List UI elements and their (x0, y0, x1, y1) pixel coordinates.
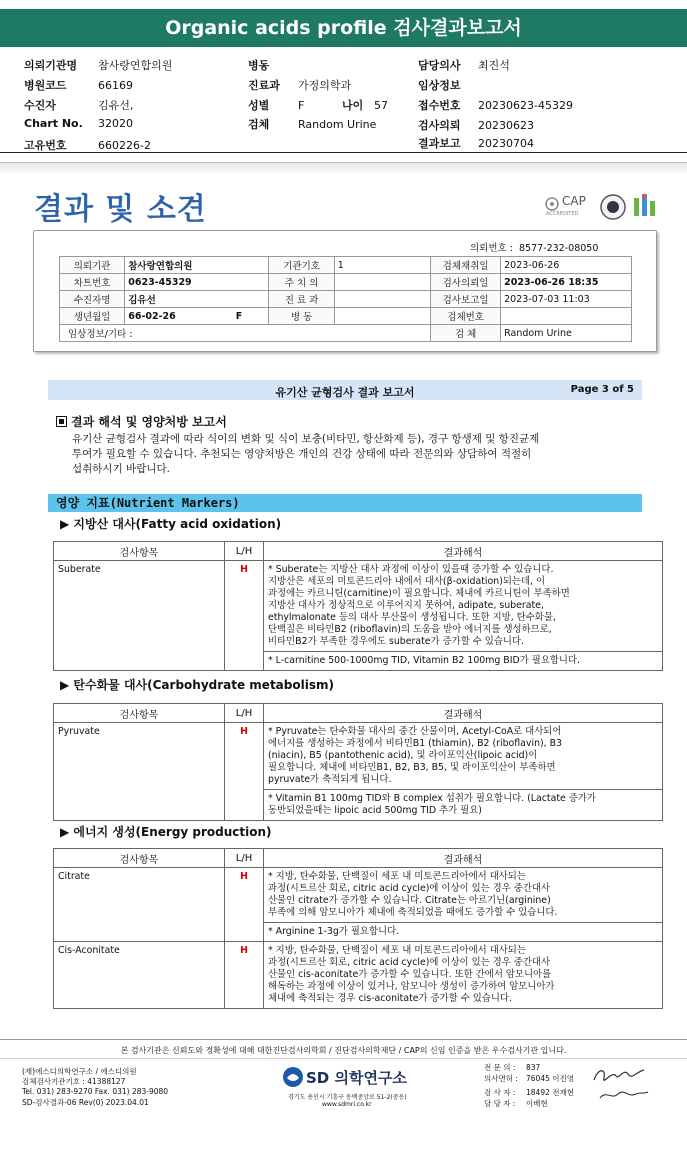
header-field (248, 116, 376, 132)
footer-divider (0, 1039, 687, 1040)
header-divider (0, 152, 687, 153)
header-field (418, 77, 478, 93)
recommendation-line: * Arginine 1-3g가 필요합니다. (268, 926, 400, 937)
sd-url: www.sdmri.co.kr (322, 1101, 372, 1108)
marker-flag-text: H (240, 871, 248, 882)
patient-field-value (125, 257, 269, 274)
marker-name (54, 868, 225, 942)
patient-field-label (269, 257, 334, 274)
patient-field-label (431, 308, 501, 325)
patient-row (60, 257, 632, 274)
header-lh (225, 704, 264, 723)
marker-section-title-text: ▶ 에너지 생성(Energy production) (60, 825, 272, 839)
patient-field-label (60, 291, 125, 308)
interpretation-line: 해독하는 과정에 이상이 있거나, 암모니아 생성이 증가하여 암모니아가 (268, 981, 555, 992)
patient-cell-text: 검사의뢰일 (442, 278, 489, 289)
interpretation-line: (niacin), B5 (pantothenic acid), 및 라이포익산(lipoic acid)이 (268, 750, 538, 761)
report-banner-title: Organic acids profile 검사결과보고서 (0, 9, 687, 47)
patient-cell-text: 0623-45329 (128, 276, 192, 288)
header-text: L/H (235, 852, 253, 864)
header-field-value: 32020 (98, 117, 133, 130)
marker-interpretation (264, 868, 663, 923)
interpretation-line: * 지방, 탄수화물, 단백질이 세포 내 미토콘드리아에서 대사되는 (268, 945, 526, 956)
patient-field-label (431, 325, 501, 342)
interpretation-line: ethylmalonate 등의 대사 부산물이 생성됩니다. 또한 지방, 탄수화물, (268, 612, 556, 623)
header-field-label: Chart No. (24, 117, 83, 130)
marker-table (53, 541, 663, 671)
header-field (248, 77, 351, 93)
interpretation-line: 과정(시트르산 회로, citric acid cycle)에 이상이 있는 경우 중간대사 (268, 957, 550, 968)
patient-field-label (269, 308, 334, 325)
staff-value: 18492 전재현 (526, 1088, 574, 1097)
interpretation-line: pyruvate가 축적되게 됩니다. (268, 774, 392, 785)
marker-name (54, 723, 225, 821)
sd-brand-name: SD 의학연구소 (306, 1069, 407, 1087)
header-field-label: 진료과 (248, 79, 280, 92)
table-row (54, 942, 663, 1009)
marker-flag (225, 942, 264, 1009)
header-field-label: 의뢰기관명 (24, 59, 78, 72)
header-field (418, 57, 510, 73)
patient-field-label (431, 291, 501, 308)
patient-field-label (60, 274, 125, 291)
square-bullet-icon (56, 416, 67, 427)
patient-row (60, 291, 632, 308)
marker-section-title (60, 676, 334, 693)
patient-field-label (269, 274, 334, 291)
staff-line (484, 1098, 574, 1109)
patient-cell-text: 66-02-26 (128, 310, 176, 322)
patient-field-value (501, 257, 632, 274)
patient-field-label (431, 257, 501, 274)
patient-field-value (501, 325, 632, 342)
marker-table-header (54, 542, 663, 561)
header-field-value: 가정의학과 (298, 79, 352, 92)
staff-value: 이배현 (526, 1099, 548, 1108)
header-field (418, 117, 534, 133)
result-title: 결과 및 소견 (34, 192, 207, 227)
header-field-value: 참사랑연합의원 (98, 59, 173, 72)
interpretation-line: 에너지를 생성하는 과정에서 비타민B1 (thiamin), B2 (riboflavin), B3 (268, 738, 563, 749)
header-field-value: 20230623 (478, 119, 534, 132)
patient-cell-text: 의뢰기관 (73, 261, 111, 272)
header-field-value: 20230623-45329 (478, 99, 573, 112)
clinical-info-label: 임상정보/기타 : (68, 329, 133, 340)
sd-logo-icon (282, 1066, 304, 1088)
patient-cell-text: 검체번호 (447, 312, 484, 323)
interpretation-line: * Suberate는 지방산 대사 과정에 이상이 있을때 증가할 수 있습니다. (268, 564, 554, 575)
header-text: L/H (235, 707, 253, 719)
header-field-value: Random Urine (298, 118, 377, 131)
marker-interpretation (264, 723, 663, 790)
marker-recommendation (264, 923, 663, 942)
patient-field-value (334, 291, 430, 308)
staff-line (484, 1062, 574, 1073)
patient-field-value (334, 274, 430, 291)
marker-name-text: Suberate (58, 564, 101, 575)
footer-line: Tel. 031) 283-9270 Fax. 031) 283-9080 (22, 1087, 169, 1096)
patient-cell-text: 검사보고일 (442, 295, 489, 306)
patient-field-value (501, 308, 632, 325)
interpretation-text (72, 432, 612, 477)
interpretation-line: 과정에는 카르니틴(carnitine)이 필요합니다. 체내에 카르니틴이 부족하면 (268, 588, 570, 599)
marker-table-header (54, 704, 663, 723)
staff-line (484, 1073, 574, 1084)
header-field-value: 김유선, (98, 99, 134, 112)
patient-cell-text: 병 동 (290, 312, 313, 323)
header-field-label: 수진자 (24, 99, 56, 112)
footer-lab-info (22, 1067, 168, 1108)
request-number-label: 의뢰번호 : (470, 243, 513, 254)
clinical-info (60, 325, 431, 342)
marker-recommendation (264, 790, 663, 821)
header-field-value: 660226-2 (98, 139, 151, 152)
nutrient-markers-title: 영양 지표(Nutrient Markers) (56, 496, 240, 510)
patient-field-value (334, 257, 430, 274)
header-interp (264, 542, 663, 561)
interpretation-line: 산물인 cis-aconitate가 증가할 수 있습니다. 또한 간에서 암모니아를 (268, 969, 552, 980)
marker-recommendation (264, 652, 663, 671)
patient-cell-text: 검 체 (454, 329, 477, 340)
marker-section-title (60, 515, 281, 532)
patient-cell-text: 수진자명 (73, 295, 111, 306)
footer-divider-2 (0, 1058, 687, 1059)
interpretation-line: 지방산은 세포의 미토콘드리아 내에서 대사(β-oxidation)되는데, 이 (268, 576, 546, 587)
header-text: L/H (235, 545, 253, 557)
patient-table (59, 256, 632, 342)
cap-logo (544, 192, 594, 222)
cap-logo-text: CAP (562, 194, 586, 208)
header-field (24, 97, 133, 113)
recommendation-line: * L-carnitine 500-1000mg TID, Vitamin B2 100mg BID가 필요합니다. (268, 655, 581, 666)
header-field-value: 57 (374, 99, 388, 112)
quality-logo (632, 192, 658, 222)
footer-accreditation-note: 본 검사기관은 신뢰도와 정확성에 대해 대한진단검사의학회 / 진단검사의학재단 / CAP의 신임 인증을 받은 우수검사기관 입니다. (120, 1046, 567, 1055)
header-field (248, 57, 298, 73)
header-lh (225, 849, 264, 868)
header-field (24, 57, 172, 73)
interpretation-line: * Pyruvate는 탄수화물 대사의 중간 산물이며, Acetyl-CoA로 대사되어 (268, 726, 562, 737)
header-field-label: 접수번호 (418, 99, 461, 112)
staff-label: 검 사 자 : (484, 1088, 516, 1097)
footer-staff (484, 1062, 574, 1109)
header-field-label: 결과보고 (418, 137, 461, 150)
marker-name (54, 942, 225, 1009)
interpretation-heading-text: 결과 해석 및 영양처방 보고서 (71, 415, 227, 429)
marker-flag-text: H (240, 726, 248, 737)
interpretation-line: 지방산 대사가 정상적으로 이루어지지 못하여, adipate, suberate, (268, 600, 544, 611)
header-field (248, 97, 304, 113)
header-field-label: 검사의뢰 (418, 119, 461, 132)
marker-interpretation (264, 561, 663, 652)
patient-info-box (33, 230, 657, 352)
header-field-label: 성별 (248, 99, 270, 112)
recommendation-line: 동반되었을때는 lipoic acid 500mg TID 추가 필요) (268, 805, 482, 816)
page-indicator: Page 3 of 5 (570, 384, 634, 395)
staff-label: 전 문 의 : (484, 1063, 516, 1072)
interpretation-line: 필요합니다. 체내에 비타민B1, B2, B3, B5, 및 라이포익산이 부족하면 (268, 762, 556, 773)
request-number (470, 240, 598, 254)
signature-image (588, 1058, 652, 1106)
interpretation-line: 비타민B2가 부족한 경우에도 suberate가 증가할 수 있습니다. (268, 636, 524, 647)
header-field-value: F (298, 99, 305, 112)
header-text: 검사항목 (119, 547, 159, 559)
request-number-value: 8577-232-08050 (518, 243, 599, 254)
marker-flag (225, 868, 264, 942)
patient-cell-text: 2023-06-26 (504, 259, 560, 271)
patient-cell-text: 검체채취일 (442, 261, 489, 272)
interpretation-line: 과정(시트르산 회로, citric acid cycle)에 이상이 있는 경우 중간대사 (268, 883, 550, 894)
header-item (54, 704, 225, 723)
cap-logo-subtext: ACCREDITED (546, 211, 579, 217)
interpretation-heading (56, 413, 227, 430)
interpretation-line: 산물인 citrate가 증가할 수 있습니다. Citrate는 아르기닌(arginine) (268, 895, 551, 906)
header-field-value: 66169 (98, 79, 133, 92)
patient-field-value (125, 308, 269, 325)
header-text: 결과해석 (443, 709, 483, 721)
marker-name-text: Citrate (58, 871, 90, 882)
marker-section-title (60, 823, 272, 840)
interpretation-line: 투여가 필요할 수 있습니다. 추천되는 영양처방은 개인의 건강 상태에 따라 전문의와 상담하여 적절히 (72, 448, 532, 460)
header-field (418, 97, 573, 113)
marker-flag (225, 723, 264, 821)
recommendation-line: * Vitamin B1 100mg TID와 B complex 섭취가 필요합니다. (Lactate 증가가 (268, 793, 596, 804)
report-subtitle-bar (48, 380, 642, 400)
quality-mark-icon (632, 192, 658, 222)
header-field (24, 117, 133, 130)
patient-cell-text: Random Urine (504, 327, 572, 339)
table-row (54, 561, 663, 652)
header-field (418, 135, 534, 151)
header-item (54, 542, 225, 561)
patient-field-value (501, 274, 632, 291)
patient-cell-text: 1 (337, 259, 344, 271)
header-field (24, 77, 133, 93)
interpretation-line: 단백질은 비타민B2 (riboflavin)의 도움을 받아 에너지를 생성하므로, (268, 624, 552, 635)
marker-flag (225, 561, 264, 671)
header-age (342, 97, 388, 113)
patient-cell-text: 2023-06-26 18:35 (504, 276, 599, 288)
header-field-label: 검체 (248, 118, 270, 131)
patient-row (60, 308, 632, 325)
footer-line: (재)에스디의학연구소 / 에스디의원 (22, 1067, 137, 1076)
header-text: 검사항목 (119, 709, 159, 721)
patient-field-label (269, 291, 334, 308)
patient-cell-text: 생년월일 (73, 312, 111, 323)
header-text: 결과해석 (443, 547, 483, 559)
marker-name-text: Pyruvate (58, 726, 100, 737)
staff-label: 의사면허 : (484, 1074, 518, 1083)
interpretation-line: 유기산 균형검사 결과에 따라 식이의 변화 및 식이 보충(비타민, 항산화제 등), 경구 항생제 및 항진균제 (72, 433, 540, 445)
interpretation-line: 체내에 축적되는 경우 cis-aconitate가 증가할 수 있습니다. (268, 993, 512, 1004)
marker-table (53, 703, 663, 821)
header-field-label: 나이 (342, 99, 364, 112)
nutrient-markers-heading (48, 494, 642, 512)
patient-field-value (501, 291, 632, 308)
header-field-label: 담당의사 (418, 59, 461, 72)
marker-flag-text: H (240, 945, 248, 956)
seal-logo (600, 192, 626, 222)
patient-cell-text: 김유선 (128, 295, 156, 306)
interpretation-line: * 지방, 탄수화물, 단백질이 세포 내 미토콘드리아에서 대사되는 (268, 871, 526, 882)
patient-field-label (60, 308, 125, 325)
patient-cell-text: 기관기호 (283, 261, 320, 272)
marker-table (53, 848, 663, 1009)
header-text: 결과해석 (443, 854, 483, 866)
staff-label: 담 당 자 : (484, 1099, 516, 1108)
header-field-label: 임상정보 (418, 79, 461, 92)
marker-name (54, 561, 225, 671)
patient-field-value (125, 274, 269, 291)
table-row (54, 723, 663, 790)
interpretation-line: 섭취하시기 바랍니다. (72, 463, 170, 475)
header-field (24, 137, 151, 153)
marker-section-title-text: ▶ 지방산 대사(Fatty acid oxidation) (60, 517, 282, 531)
header-interp (264, 704, 663, 723)
interpretation-line: 부족에 의해 암모니아가 체내에 축적되었을 때에도 증가할 수 있습니다. (268, 907, 558, 918)
marker-table-header (54, 849, 663, 868)
footer-line: SD-검사결과-06 Rev(0) 2023.04.01 (22, 1098, 149, 1107)
patient-sex: F (235, 310, 243, 322)
patient-cell-text: 2023-07-03 11:03 (504, 293, 590, 305)
patient-cell-text: 참사랑연합의원 (128, 261, 193, 272)
patient-cell-text: 진 료 과 (284, 295, 319, 306)
marker-section-title-text: ▶ 탄수화물 대사(Carbohydrate metabolism) (60, 678, 334, 692)
report-subtitle: 유기산 균형검사 결과 보고서 (275, 386, 415, 399)
table-row (54, 868, 663, 923)
patient-field-value (125, 291, 269, 308)
header-field-label: 병원코드 (24, 79, 67, 92)
header-interp (264, 849, 663, 868)
patient-cell-text: 차트번호 (73, 278, 111, 289)
patient-cell-text: 주 치 의 (284, 278, 319, 289)
marker-name-text: Cis-Aconitate (58, 945, 120, 956)
patient-field-label (431, 274, 501, 291)
header-field-label: 병동 (248, 59, 270, 72)
patient-field-label (60, 257, 125, 274)
patient-row (60, 325, 632, 342)
header-lh (225, 542, 264, 561)
section-separator (0, 162, 687, 175)
marker-flag-text: H (240, 564, 248, 575)
marker-interpretation (264, 942, 663, 1009)
sd-address: 경기도 용인시 기흥구 동백중앙로 51-2(중동) (288, 1094, 407, 1101)
header-text: 검사항목 (119, 854, 159, 866)
patient-field-value (334, 308, 430, 325)
staff-value: 837 (526, 1063, 541, 1072)
staff-line (484, 1087, 574, 1098)
header-item (54, 849, 225, 868)
header-field-value: 최진석 (478, 59, 510, 72)
seal-icon (600, 192, 626, 222)
footer-line: 검체검사기관기호 : 41388127 (22, 1077, 126, 1086)
staff-value: 76045 이진영 (526, 1074, 574, 1083)
header-field-label: 고유번호 (24, 139, 67, 152)
header-field-value: 20230704 (478, 137, 534, 150)
patient-row (60, 274, 632, 291)
